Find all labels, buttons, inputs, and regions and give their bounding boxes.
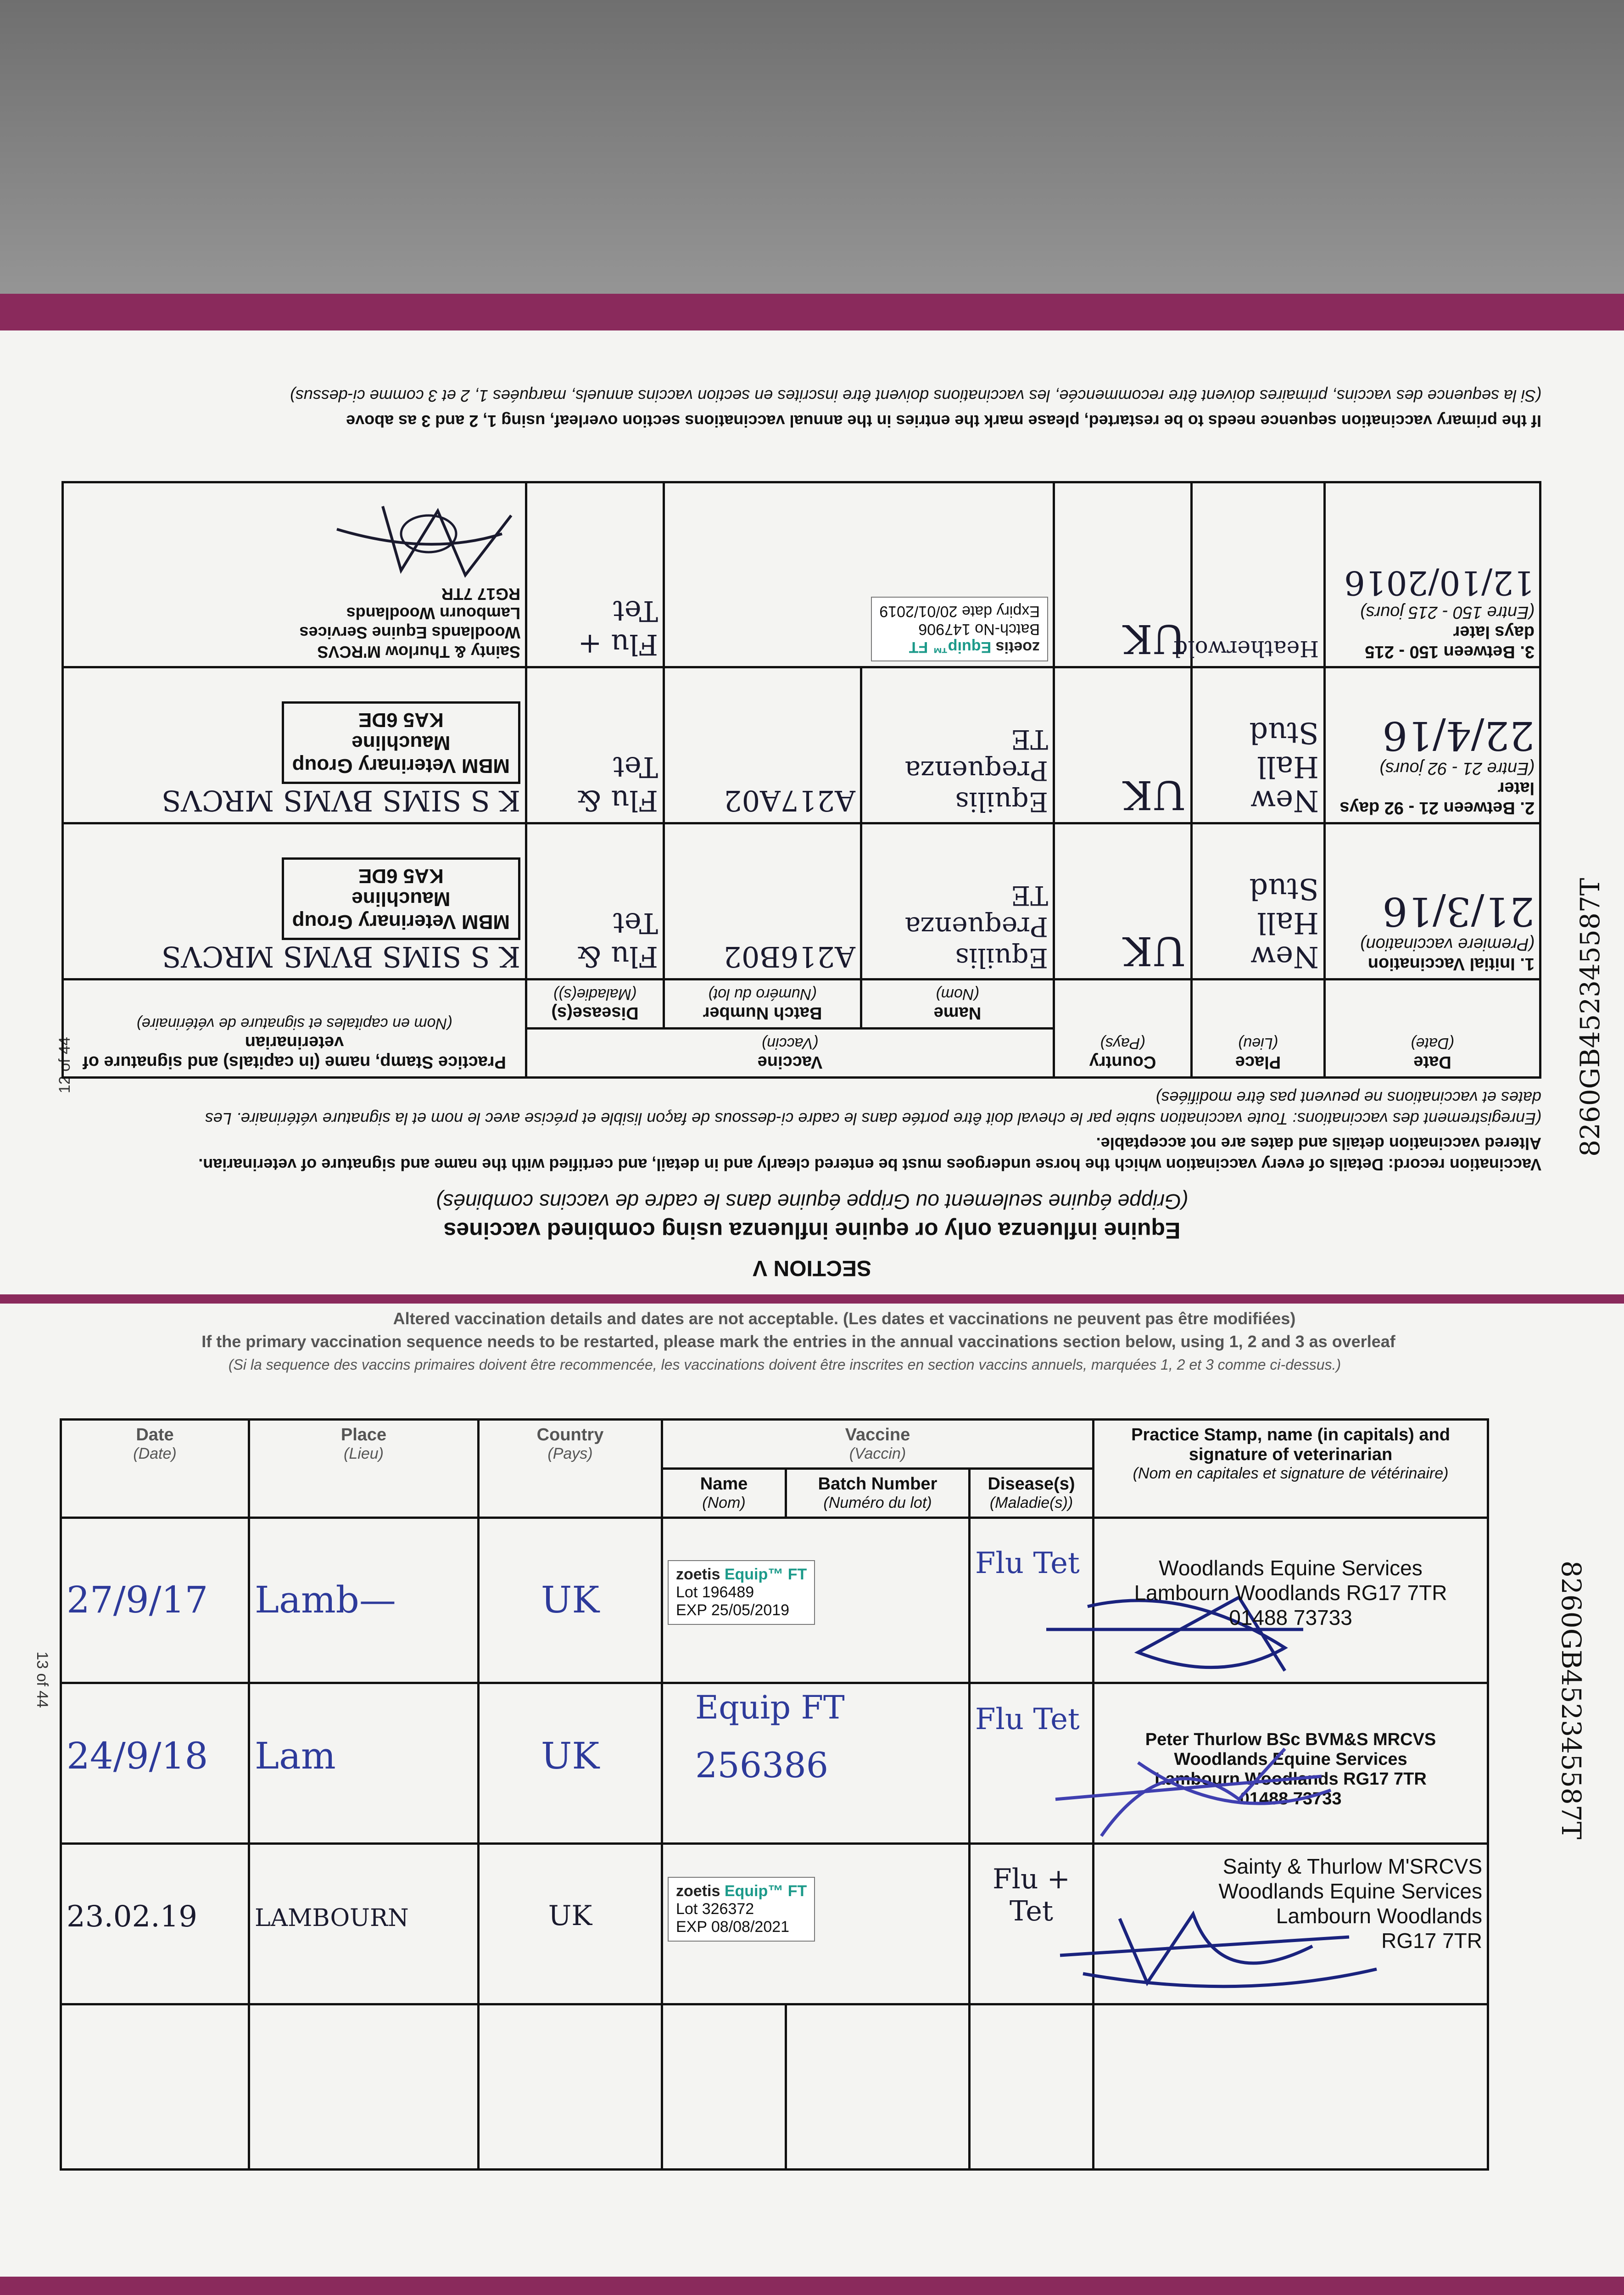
row-3-batch: 147906 — [918, 621, 971, 638]
row-1-practice-stamp: MBM Veterinary Group Mauchline KA5 6DE — [282, 857, 520, 940]
initial-vaccination-table — [61, 481, 1541, 1079]
row-2-vaccine-name: Equilis Prequenza TE — [861, 667, 1054, 823]
row-2-practice-stamp: MBM Veterinary Group Mauchline KA5 6DE — [282, 701, 520, 784]
row-2-stamp-cell — [62, 667, 526, 823]
passport-number-right: 8260GB452345587T — [1556, 1561, 1587, 1840]
header-vaccine: Vaccine (Vaccin) — [526, 1029, 1054, 1078]
row-2-disease: Flu Tet — [970, 1683, 1094, 1844]
row-1-expiry: 25/05/2019 — [711, 1601, 790, 1619]
row-1-disease: Flu & Tet — [526, 823, 664, 980]
footer-text: If the primary vaccination sequence needs to be restarted, please mark the entries in the annual vaccinations section overleaf, using 1, 2 and 3 as above — [346, 412, 1541, 431]
row-1-stamp-cell — [62, 823, 526, 980]
row-1-vaccine-name: Equilis Prequenza TE — [861, 823, 1054, 980]
row-1-place: Lamb— — [249, 1518, 479, 1683]
header-name: Name (Nom) — [861, 980, 1054, 1029]
record-text: Vaccination record: Details of every vaccination which the horse undergoes must be entered clearly and in detail, and certified with the name and signature of veterinarian. Altered vaccination details and dates are not acceptable. — [198, 1134, 1541, 1174]
row-3-vaccine-label-cell — [664, 482, 1054, 667]
row-1-vaccine-label-cell — [662, 1518, 970, 1683]
zoetis-vaccine-label: zoetis Equip™ FT Lot 196489 EXP 25/05/2019 — [668, 1560, 815, 1625]
row-3-place: Heatherwold — [1192, 482, 1325, 667]
faded-header-2: If the primary vaccination sequence needs to be restarted, please mark the entries in the annual vaccinations section below, using 1, 2 and 3 as overleaf — [201, 1332, 1395, 1351]
equip-ft-product: Equip™ FT — [724, 1566, 807, 1583]
record-text-fr: (Enregistrement des vaccinations: Toute vaccination subie par le cheval doit être portée dans le cadre ci-dessous de façon lisible et précise avec le nom et la signature vétérinaire. Les dates et vaccinations ne peuvent pas être modifiées) — [205, 1088, 1541, 1128]
row-3-country: UK — [479, 1844, 662, 2004]
vet-signature-row-3-icon — [1055, 1900, 1404, 2010]
page-number: 13 of 44 — [33, 1651, 51, 1708]
zoetis-vaccine-label: zoetis Equip™ FT Lot 326372 EXP 08/08/2021 — [668, 1877, 815, 1942]
row-1-practice-stamp: Woodlands Equine Services Lambourn Woodlands RG17 7TR 01488 73733 — [1134, 1556, 1447, 1629]
row-3-disease: Flu + Tet — [526, 482, 664, 667]
row-2-disease: Flu & Tet — [526, 667, 664, 823]
row-3-vaccine-label-cell — [662, 1844, 970, 2004]
table-row — [62, 482, 1540, 667]
vet-signature-icon — [328, 493, 520, 584]
header-place: Place (Lieu) — [249, 1420, 479, 1518]
row-3-practice-stamp: Sainty & Thurlow M'RCVS Woodlands Equine Services Lambourn Woodlands RG17 7TR — [299, 585, 520, 661]
header-place: Place (Lieu) — [1192, 980, 1325, 1078]
section-title: SECTION V — [753, 1256, 871, 1280]
table-row — [62, 823, 1540, 980]
table-row-empty — [61, 2004, 1488, 2170]
row-2-vaccine-cell — [662, 1683, 970, 1844]
row-3-date: 23.02.19 — [61, 1844, 249, 2004]
row-1-batch: 196489 — [702, 1584, 754, 1601]
header-batch: Batch Number (Numéro du lot) — [664, 980, 861, 1029]
row-1-batch: A216B02 — [664, 823, 861, 980]
header-stamp: Practice Stamp, name (in capitals) and signature of veterinarian (Nom en capitales et signature de vétérinaire) — [1094, 1420, 1488, 1518]
row-2-place: Lam — [249, 1683, 479, 1844]
row-2-date-cell: 2. Between 21 - 92 days later (Entre 21 - 92 jours) 22/4/16 — [1325, 667, 1540, 823]
row-2-vet-name: K S SIMS BVMS MRCVS — [162, 784, 520, 817]
passport-number-left: 8260GB452345587T — [1574, 878, 1606, 1157]
row-3-batch: 326372 — [702, 1900, 754, 1918]
section-heading-fr: (Grippe équine seulement ou Grippe équine dans le cadre de vaccins combinés) — [435, 1190, 1189, 1214]
row-3-expiry: 20/01/2019 — [879, 603, 958, 620]
row-2-country: UK — [1054, 667, 1192, 823]
header-disease: Disease(s) (Maladie(s)) — [970, 1469, 1094, 1518]
page-13 — [0, 1304, 1624, 2277]
header-name: Name (Nom) — [662, 1469, 786, 1518]
faded-header-1: Altered vaccination details and dates are not acceptable. (Les dates et vaccinations ne peuvent pas être modifiées) — [393, 1309, 1296, 1328]
row-1-country: UK — [1054, 823, 1192, 980]
header-disease: Disease(s) (Maladie(s)) — [526, 980, 664, 1029]
row-3-date-cell: 3. Between 150 - 215 days later (Entre 150 - 215 jours) 12/10/2016 — [1325, 482, 1540, 667]
footer-text-fr: (Si la sequence des vaccins, primaires doivent être recommencée, les vaccinations doivent être inscrites en section vaccins annuels, marquées 1, 2 et 3 comme ci-dessus) — [290, 386, 1541, 405]
row-3-country: UK — [1054, 482, 1192, 667]
page-12-rotated-content — [0, 330, 1624, 1294]
row-3-disease: Flu + Tet — [970, 1844, 1094, 2004]
zoetis-vaccine-label: zoetis Equip™ FT Batch-No 147906 Expiry date 20/01/2019 — [871, 597, 1048, 661]
row-2-batch: A217A02 — [664, 667, 861, 823]
row-2-date: 24/9/18 — [61, 1683, 249, 1844]
row-1-date-cell: 1. Initial Vaccination (Premiere vaccination) 21/3/16 — [1325, 823, 1540, 980]
zoetis-logo: zoetis — [676, 1882, 720, 1900]
row-2-practice-stamp: Peter Thurlow BSc BVM&S MRCVS Woodlands Equine Services Lambourn Woodlands RG17 7TR 01488 73733 — [1145, 1730, 1436, 1808]
row-2-country: UK — [479, 1683, 662, 1844]
row-3-stamp-cell — [62, 482, 526, 667]
row-1-date: 27/9/17 — [61, 1518, 249, 1683]
section-heading: Equine influenza only or equine influenza using combined vaccines — [443, 1218, 1181, 1243]
zoetis-logo: zoetis — [995, 638, 1040, 656]
row-1-country: UK — [479, 1518, 662, 1683]
header-batch: Batch Number (Numéro du lot) — [786, 1469, 970, 1518]
page-number: 12 of 44 — [56, 1037, 73, 1093]
row-3-expiry: 08/08/2021 — [711, 1918, 790, 1936]
table-header-row — [62, 1029, 1540, 1078]
row-2-batch: 256386 — [695, 1745, 829, 1786]
vet-signature-row-2-icon — [1046, 1735, 1395, 1854]
equip-ft-product: Equip™ FT — [909, 638, 992, 656]
header-vaccine: Vaccine (Vaccin) — [662, 1420, 1094, 1469]
header-date: Date (Date) — [1325, 980, 1540, 1078]
table-header-row — [61, 1420, 1488, 1469]
header-date: Date (Date) — [61, 1420, 249, 1518]
zoetis-logo: zoetis — [676, 1566, 720, 1583]
header-country: Country (Pays) — [1054, 980, 1192, 1078]
equip-ft-product: Equip™ FT — [724, 1882, 807, 1900]
row-1-place: New Hall Stud — [1192, 823, 1325, 980]
row-1-vet-name: K S SIMS BVMS MRCVS — [162, 940, 520, 974]
row-2-vaccine-name: Equip FT — [695, 1689, 845, 1726]
table-row — [62, 667, 1540, 823]
row-2-place: New Hall Stud — [1192, 667, 1325, 823]
row-1-disease: Flu Tet — [970, 1518, 1094, 1683]
header-stamp: Practice Stamp, name (in capitals) and signature of veterinarian (Nom en capitales et signature de vétérinaire) — [62, 980, 526, 1078]
header-country: Country (Pays) — [479, 1420, 662, 1518]
page-12 — [0, 330, 1624, 1294]
row-3-practice-stamp: Sainty & Thurlow M'SRCVS Woodlands Equine Services Lambourn Woodlands RG17 7TR — [1218, 1854, 1483, 1953]
faded-header-3: (Si la sequence des vaccins primaires doivent être recommencée, les vaccinations doivent être inscrites en section vaccins annuels, marquées 1, 2 et 3 comme ci-dessus.) — [228, 1356, 1341, 1373]
row-3-place: LAMBOURN — [249, 1844, 479, 2004]
